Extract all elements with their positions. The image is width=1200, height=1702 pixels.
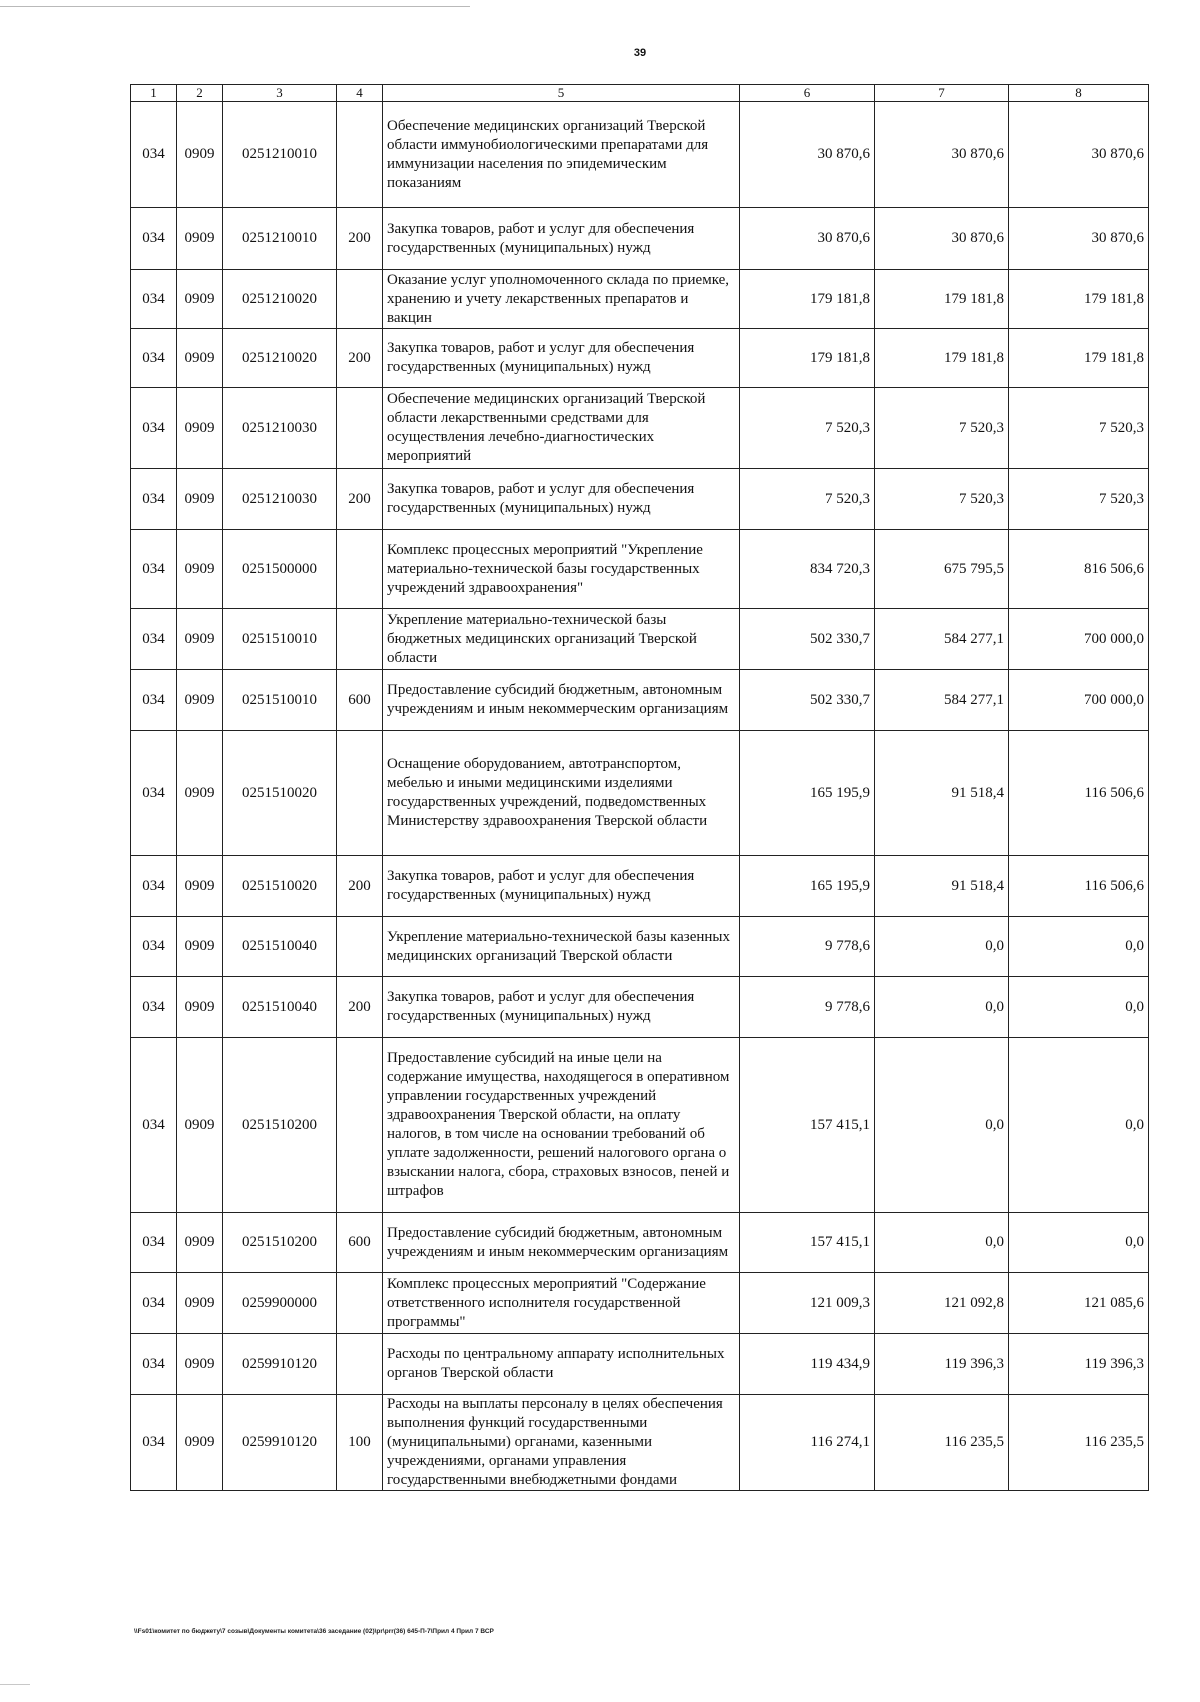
column-header: 3 [223,85,337,102]
amount-year2-cell: 0,0 [875,1213,1009,1273]
ministry-code-cell: 034 [131,1213,177,1273]
ministry-code-cell: 034 [131,856,177,917]
section-code-cell: 0909 [177,208,223,270]
table-row [131,977,1149,1038]
table-row [131,469,1149,530]
amount-year2-cell: 116 235,5 [875,1395,1009,1491]
expense-type-cell [337,609,383,670]
item-name-cell: Расходы на выплаты персоналу в целях обеспечения выполнения функций государственными (муниципальными) органами, казенными учреждениями, органами управления государственными внебюджетными фондами [383,1395,740,1491]
target-article-cell: 0251210030 [223,388,337,469]
item-name-cell: Предоставление субсидий на иные цели на содержание имущества, находящегося в оперативном управлении государственных учреждений здравоохранения Тверской области, на оплату налогов, в том числе на основании требований об уплате задолженности, решений налогового органа о взыскании налога, сбора, страховых взносов, пеней и штрафов [383,1038,740,1213]
column-number-row [131,85,1149,102]
expense-type-cell: 200 [337,329,383,388]
amount-year3-cell: 121 085,6 [1009,1273,1149,1334]
amount-year2-cell: 91 518,4 [875,731,1009,856]
table-row [131,388,1149,469]
item-name-cell: Предоставление субсидий бюджетным, автономным учреждениям и иным некоммерческим организациям [383,670,740,731]
target-article-cell: 0251210010 [223,208,337,270]
amount-year2-cell: 121 092,8 [875,1273,1009,1334]
amount-year1-cell: 165 195,9 [740,731,875,856]
item-name-cell: Обеспечение медицинских организаций Тверской области лекарственными средствами для осуществления лечебно-диагностических мероприятий [383,388,740,469]
target-article-cell: 0251510040 [223,917,337,977]
ministry-code-cell: 034 [131,1273,177,1334]
section-code-cell: 0909 [177,1395,223,1491]
table-row [131,270,1149,329]
target-article-cell: 0251510200 [223,1038,337,1213]
ministry-code-cell: 034 [131,917,177,977]
amount-year3-cell: 30 870,6 [1009,102,1149,208]
amount-year1-cell: 157 415,1 [740,1038,875,1213]
target-article-cell: 0251210020 [223,270,337,329]
expense-type-cell [337,270,383,329]
amount-year3-cell: 30 870,6 [1009,208,1149,270]
ministry-code-cell: 034 [131,102,177,208]
amount-year3-cell: 116 235,5 [1009,1395,1149,1491]
amount-year1-cell: 30 870,6 [740,208,875,270]
item-name-cell: Укрепление материально-технической базы казенных медицинских организаций Тверской области [383,917,740,977]
item-name-cell: Закупка товаров, работ и услуг для обеспечения государственных (муниципальных) нужд [383,208,740,270]
amount-year1-cell: 9 778,6 [740,917,875,977]
table-row [131,670,1149,731]
expense-type-cell: 200 [337,208,383,270]
table-row [131,731,1149,856]
ministry-code-cell: 034 [131,388,177,469]
amount-year2-cell: 584 277,1 [875,670,1009,731]
column-header: 7 [875,85,1009,102]
amount-year3-cell: 7 520,3 [1009,388,1149,469]
ministry-code-cell: 034 [131,1038,177,1213]
scan-edge-line [0,1684,30,1685]
section-code-cell: 0909 [177,1334,223,1395]
amount-year2-cell: 0,0 [875,1038,1009,1213]
amount-year3-cell: 816 506,6 [1009,530,1149,609]
amount-year3-cell: 0,0 [1009,1213,1149,1273]
amount-year2-cell: 7 520,3 [875,388,1009,469]
amount-year3-cell: 119 396,3 [1009,1334,1149,1395]
table-body [131,102,1149,1491]
section-code-cell: 0909 [177,530,223,609]
amount-year1-cell: 502 330,7 [740,609,875,670]
item-name-cell: Закупка товаров, работ и услуг для обеспечения государственных (муниципальных) нужд [383,977,740,1038]
expense-type-cell: 200 [337,856,383,917]
ministry-code-cell: 034 [131,1395,177,1491]
ministry-code-cell: 034 [131,329,177,388]
target-article-cell: 0251510040 [223,977,337,1038]
target-article-cell: 0251510010 [223,670,337,731]
amount-year3-cell: 116 506,6 [1009,856,1149,917]
table-row [131,856,1149,917]
item-name-cell: Обеспечение медицинских организаций Тверской области иммунобиологическими препаратами для иммунизации населения по эпидемическим показаниям [383,102,740,208]
item-name-cell: Оказание услуг уполномоченного склада по приемке, хранению и учету лекарственных препаратов и вакцин [383,270,740,329]
ministry-code-cell: 034 [131,977,177,1038]
section-code-cell: 0909 [177,1273,223,1334]
amount-year3-cell: 0,0 [1009,917,1149,977]
target-article-cell: 0251510020 [223,731,337,856]
ministry-code-cell: 034 [131,530,177,609]
ministry-code-cell: 034 [131,208,177,270]
amount-year3-cell: 179 181,8 [1009,270,1149,329]
item-name-cell: Предоставление субсидий бюджетным, автономным учреждениям и иным некоммерческим организациям [383,1213,740,1273]
expense-type-cell [337,731,383,856]
amount-year1-cell: 179 181,8 [740,329,875,388]
ministry-code-cell: 034 [131,731,177,856]
amount-year1-cell: 7 520,3 [740,388,875,469]
amount-year2-cell: 0,0 [875,977,1009,1038]
table-row [131,1334,1149,1395]
amount-year1-cell: 121 009,3 [740,1273,875,1334]
amount-year3-cell: 7 520,3 [1009,469,1149,530]
table-row [131,102,1149,208]
expense-type-cell [337,1038,383,1213]
target-article-cell: 0251210010 [223,102,337,208]
section-code-cell: 0909 [177,329,223,388]
section-code-cell: 0909 [177,1038,223,1213]
amount-year2-cell: 179 181,8 [875,270,1009,329]
ministry-code-cell: 034 [131,469,177,530]
amount-year1-cell: 157 415,1 [740,1213,875,1273]
expense-type-cell [337,530,383,609]
section-code-cell: 0909 [177,1213,223,1273]
column-header: 5 [383,85,740,102]
table-row [131,530,1149,609]
table-row [131,1038,1149,1213]
section-code-cell: 0909 [177,856,223,917]
amount-year2-cell: 30 870,6 [875,208,1009,270]
amount-year1-cell: 9 778,6 [740,977,875,1038]
target-article-cell: 0251500000 [223,530,337,609]
item-name-cell: Закупка товаров, работ и услуг для обеспечения государственных (муниципальных) нужд [383,469,740,530]
target-article-cell: 0251510020 [223,856,337,917]
target-article-cell: 0251510200 [223,1213,337,1273]
amount-year3-cell: 0,0 [1009,1038,1149,1213]
amount-year2-cell: 30 870,6 [875,102,1009,208]
amount-year1-cell: 502 330,7 [740,670,875,731]
table-row [131,1395,1149,1491]
budget-table [130,84,1149,1491]
amount-year1-cell: 30 870,6 [740,102,875,208]
section-code-cell: 0909 [177,917,223,977]
target-article-cell: 0251510010 [223,609,337,670]
amount-year3-cell: 116 506,6 [1009,731,1149,856]
amount-year2-cell: 179 181,8 [875,329,1009,388]
expense-type-cell [337,1273,383,1334]
amount-year2-cell: 91 518,4 [875,856,1009,917]
column-header: 6 [740,85,875,102]
amount-year3-cell: 700 000,0 [1009,609,1149,670]
expense-type-cell [337,388,383,469]
ministry-code-cell: 034 [131,1334,177,1395]
table-row [131,1213,1149,1273]
item-name-cell: Оснащение оборудованием, автотранспортом, мебелью и иными медицинскими изделиями государственных учреждений, подведомственных Министерству здравоохранения Тверской области [383,731,740,856]
amount-year1-cell: 116 274,1 [740,1395,875,1491]
section-code-cell: 0909 [177,102,223,208]
page-number: 39 [633,47,647,59]
amount-year2-cell: 584 277,1 [875,609,1009,670]
column-header: 8 [1009,85,1149,102]
amount-year1-cell: 179 181,8 [740,270,875,329]
amount-year1-cell: 834 720,3 [740,530,875,609]
amount-year3-cell: 179 181,8 [1009,329,1149,388]
section-code-cell: 0909 [177,609,223,670]
target-article-cell: 0259910120 [223,1334,337,1395]
section-code-cell: 0909 [177,270,223,329]
target-article-cell: 0251210020 [223,329,337,388]
column-header: 2 [177,85,223,102]
expense-type-cell [337,102,383,208]
item-name-cell: Комплекс процессных мероприятий "Укрепление материально-технической базы государственных учреждений здравоохранения" [383,530,740,609]
item-name-cell: Закупка товаров, работ и услуг для обеспечения государственных (муниципальных) нужд [383,856,740,917]
expense-type-cell [337,917,383,977]
section-code-cell: 0909 [177,977,223,1038]
target-article-cell: 0259910120 [223,1395,337,1491]
expense-type-cell: 200 [337,977,383,1038]
table-row [131,917,1149,977]
amount-year2-cell: 0,0 [875,917,1009,977]
amount-year2-cell: 119 396,3 [875,1334,1009,1395]
expense-type-cell [337,1334,383,1395]
table-row [131,208,1149,270]
table-row [131,1273,1149,1334]
ministry-code-cell: 034 [131,270,177,329]
item-name-cell: Комплекс процессных мероприятий "Содержание ответственного исполнителя государственной программы" [383,1273,740,1334]
amount-year1-cell: 165 195,9 [740,856,875,917]
section-code-cell: 0909 [177,731,223,856]
column-header: 1 [131,85,177,102]
item-name-cell: Расходы по центральному аппарату исполнительных органов Тверской области [383,1334,740,1395]
expense-type-cell: 200 [337,469,383,530]
ministry-code-cell: 034 [131,609,177,670]
file-path-footer: \\Fs01\комитет по бюджету\7 созыв\Документы комитета\36 заседание (02)\pr\prr(36) 645-П-7\Прил 4 Прил 7 ВСР [134,1628,494,1635]
scan-edge-line [0,6,470,7]
expense-type-cell: 600 [337,670,383,731]
amount-year3-cell: 0,0 [1009,977,1149,1038]
item-name-cell: Укрепление материально-технической базы бюджетных медицинских организаций Тверской области [383,609,740,670]
target-article-cell: 0251210030 [223,469,337,530]
ministry-code-cell: 034 [131,670,177,731]
column-header: 4 [337,85,383,102]
amount-year3-cell: 700 000,0 [1009,670,1149,731]
amount-year2-cell: 7 520,3 [875,469,1009,530]
table-row [131,609,1149,670]
table-row [131,329,1149,388]
section-code-cell: 0909 [177,469,223,530]
amount-year1-cell: 119 434,9 [740,1334,875,1395]
item-name-cell: Закупка товаров, работ и услуг для обеспечения государственных (муниципальных) нужд [383,329,740,388]
section-code-cell: 0909 [177,388,223,469]
expense-type-cell: 600 [337,1213,383,1273]
amount-year1-cell: 7 520,3 [740,469,875,530]
amount-year2-cell: 675 795,5 [875,530,1009,609]
expense-type-cell: 100 [337,1395,383,1491]
section-code-cell: 0909 [177,670,223,731]
target-article-cell: 0259900000 [223,1273,337,1334]
